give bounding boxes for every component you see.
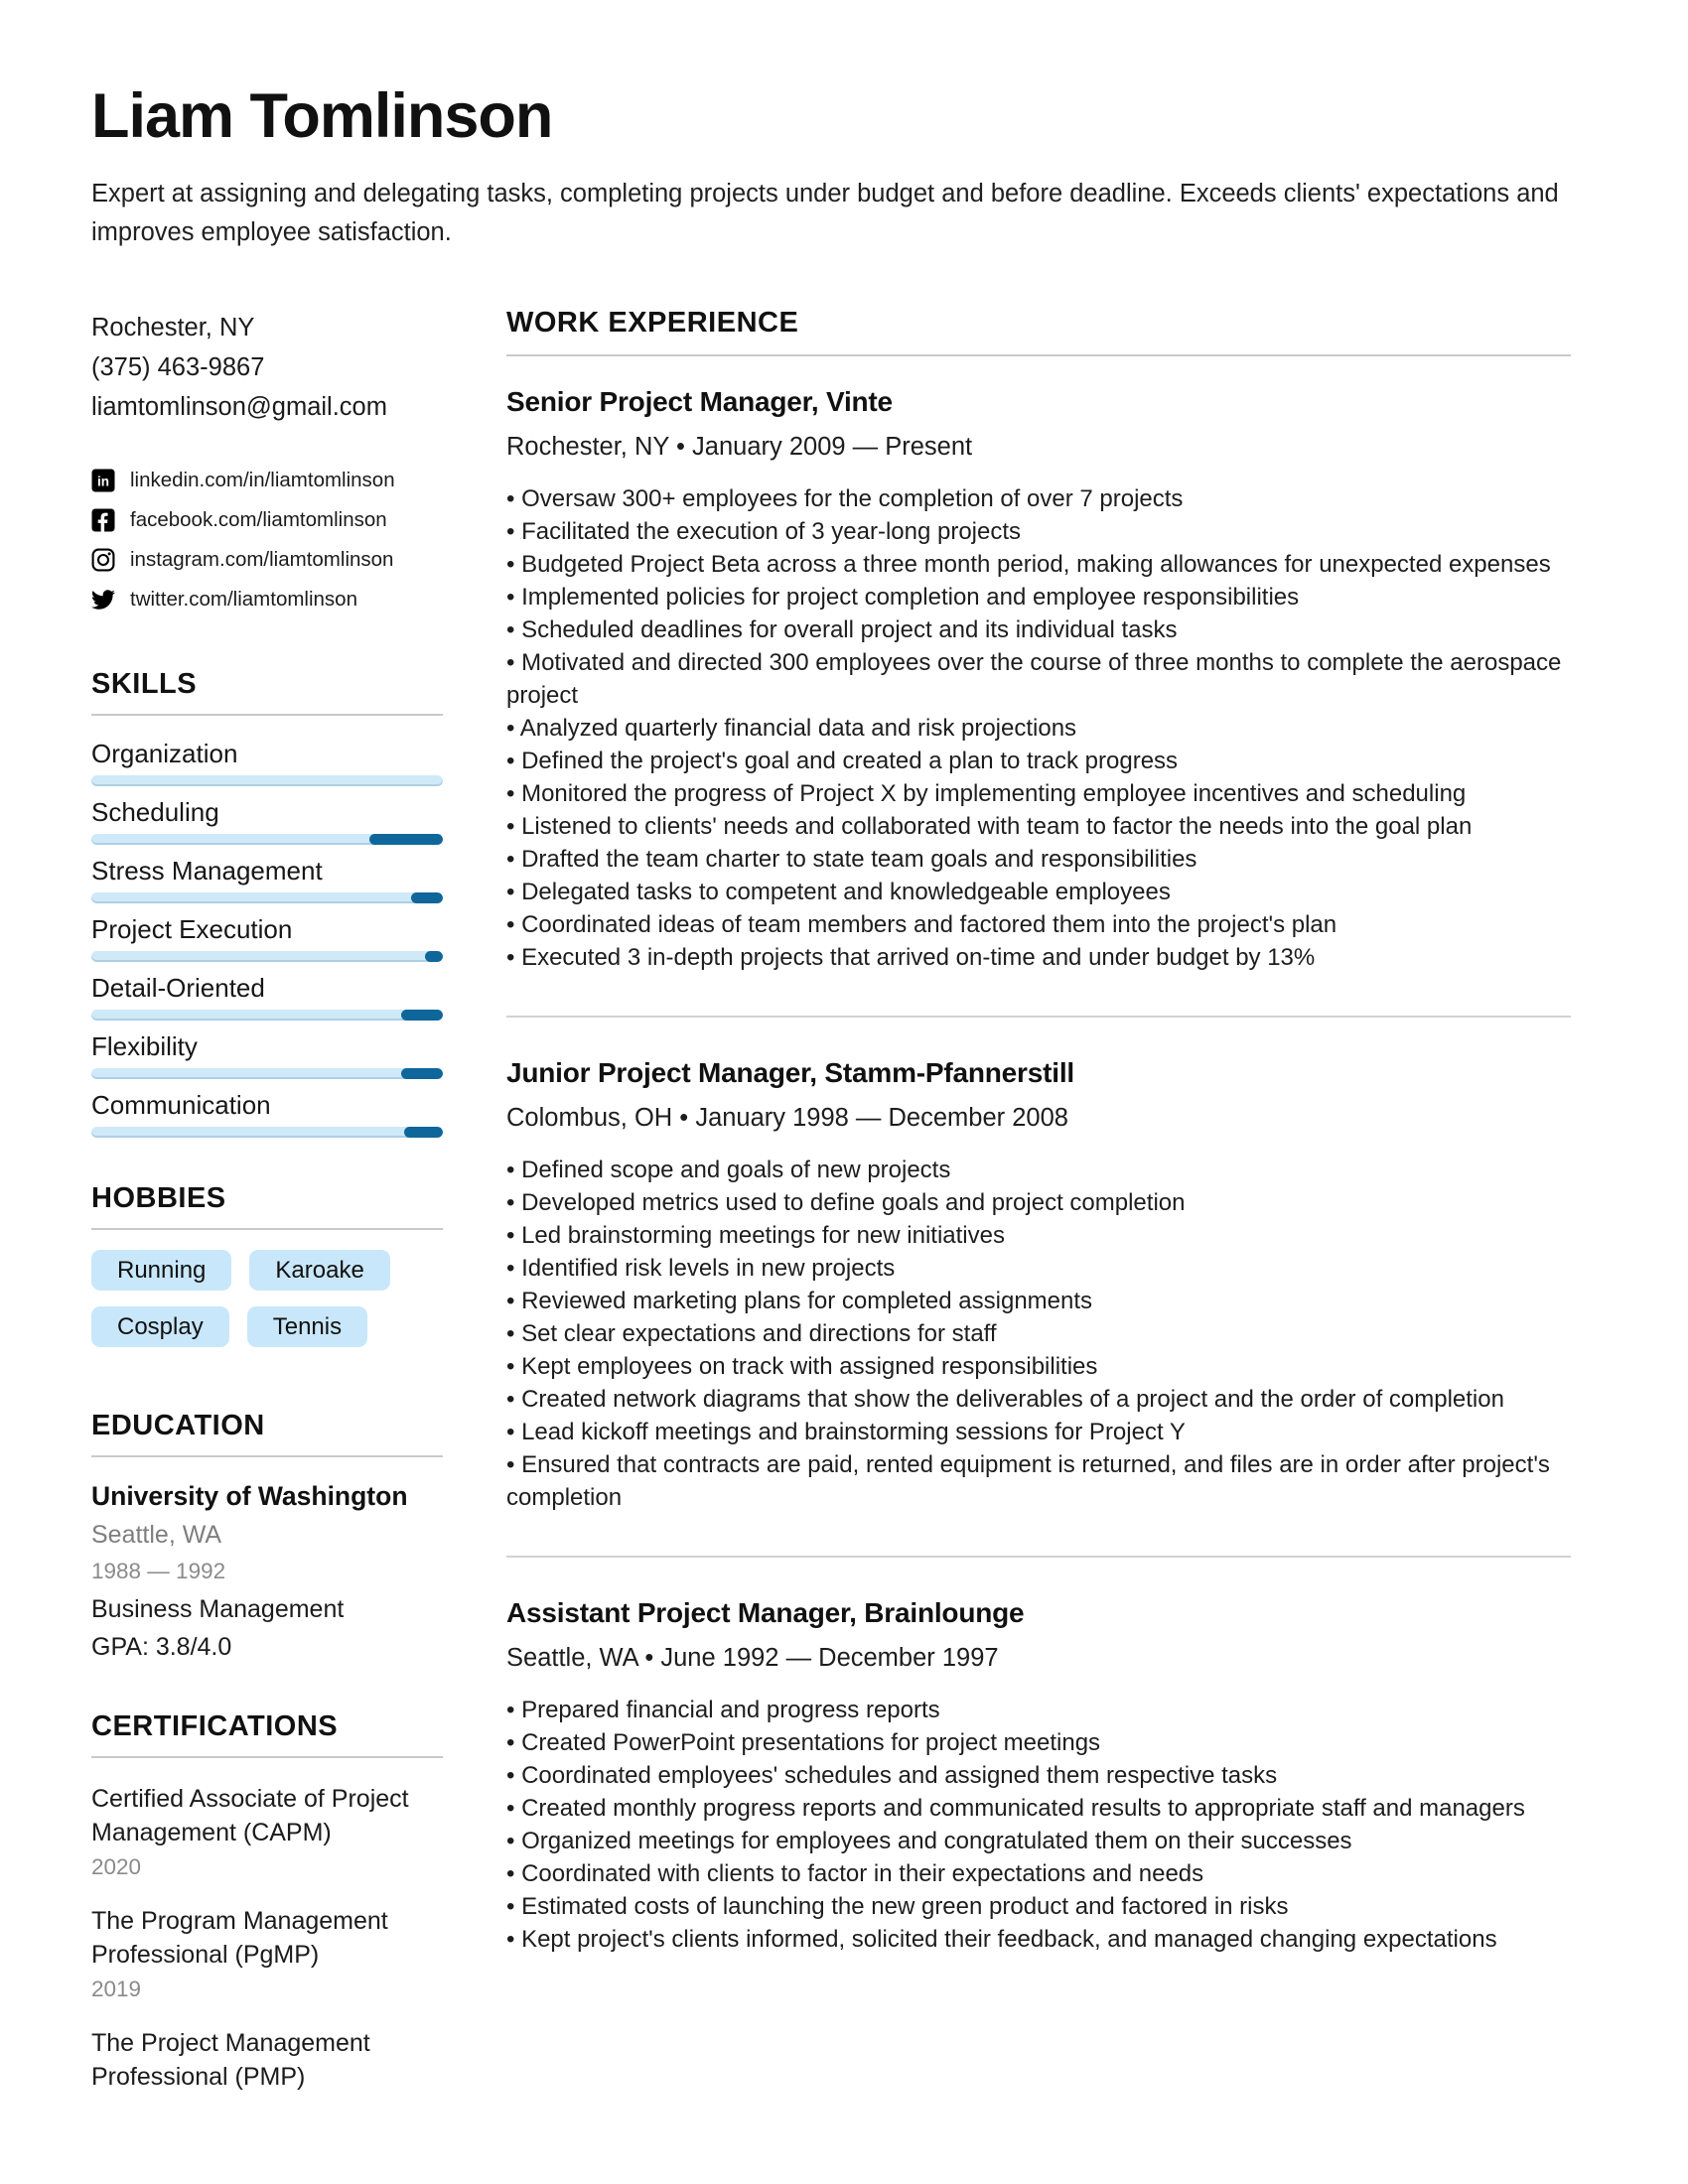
- contact-location: Rochester, NY: [91, 314, 255, 342]
- skill-row: [91, 857, 443, 903]
- bullet-list: [506, 1154, 1571, 1514]
- section-rule: [91, 714, 443, 716]
- skill-progress-fill: [404, 1127, 443, 1138]
- skills-list: [91, 740, 443, 1138]
- work-experience-heading: WORK EXPERIENCE: [506, 307, 799, 340]
- education-heading: EDUCATION: [91, 1409, 265, 1441]
- columns: [91, 308, 1571, 2094]
- bullet-item: • Identified risk levels in new projects: [506, 1252, 1571, 1285]
- bullet-item: • Ensured that contracts are paid, rented equipment is returned, and files are in order after project's completion: [506, 1448, 1571, 1514]
- facebook-icon: [91, 508, 115, 532]
- bullet-item: • Defined the project's goal and created a plan to track progress: [506, 745, 1571, 777]
- resume-name: Liam Tomlinson: [91, 81, 553, 151]
- certification-item: [91, 2026, 443, 2094]
- instagram-icon: [91, 548, 115, 572]
- skill-progress-fill: [401, 1010, 443, 1021]
- social-link-facebook[interactable]: [91, 500, 443, 540]
- skill-row: [91, 1032, 443, 1079]
- hobby-chip: Tennis: [247, 1306, 367, 1347]
- bullet-item: • Coordinated ideas of team members and factored them into the project's plan: [506, 908, 1571, 941]
- contact-phone: (375) 463-9867: [91, 353, 265, 382]
- skill-progress-bar: [91, 834, 443, 845]
- section-rule: [91, 1228, 443, 1230]
- social-link-instagram[interactable]: [91, 540, 443, 580]
- job-title: Senior Project Manager, Vinte: [506, 386, 893, 418]
- section-rule: [91, 1455, 443, 1457]
- bullet-item: • Prepared financial and progress reports: [506, 1694, 1571, 1726]
- skill-progress-fill: [411, 892, 443, 903]
- bullet-list: [506, 1694, 1571, 1956]
- skill-label: Detail-Oriented: [91, 973, 265, 1004]
- hobby-chip: Cosplay: [91, 1306, 229, 1347]
- skill-row: [91, 1091, 443, 1138]
- bullet-item: • Led brainstorming meetings for new initiatives: [506, 1219, 1571, 1252]
- bullet-item: • Executed 3 in-depth projects that arrived on-time and under budget by 13%: [506, 941, 1571, 974]
- job-section: [506, 386, 1571, 974]
- bullet-item: • Defined scope and goals of new projects: [506, 1154, 1571, 1186]
- bullet-item: • Coordinated employees' schedules and assigned them respective tasks: [506, 1759, 1571, 1792]
- bullet-item: • Organized meetings for employees and congratulated them on their successes: [506, 1825, 1571, 1857]
- social-link-twitter[interactable]: [91, 580, 443, 619]
- bullet-item: • Drafted the team charter to state team goals and responsibilities: [506, 843, 1571, 876]
- skills-heading: SKILLS: [91, 668, 198, 701]
- summary-text: Expert at assigning and delegating tasks, completing projects under budget and before deadline. Exceeds clients' expectations and improves employee satisfaction.: [91, 180, 1559, 247]
- bullet-item: • Listened to clients' needs and collaborated with team to factor the needs into the goal plan: [506, 810, 1571, 843]
- certification-item: [91, 1782, 443, 1880]
- bullet-item: • Reviewed marketing plans for completed assignments: [506, 1285, 1571, 1317]
- hobby-chip: Running: [91, 1250, 231, 1291]
- social-link-linkedin[interactable]: [91, 461, 443, 500]
- bullet-item: • Monitored the progress of Project X by implementing employee incentives and scheduling: [506, 777, 1571, 810]
- social-link-text: facebook.com/liamtomlinson: [130, 508, 387, 532]
- skill-progress-bar: [91, 1068, 443, 1079]
- education-dates: 1988 — 1992: [91, 1558, 226, 1583]
- skill-progress-bar: [91, 1127, 443, 1138]
- hobbies-heading: HOBBIES: [91, 1182, 226, 1215]
- skill-row: [91, 798, 443, 845]
- education-section: [91, 1411, 443, 1662]
- gpa: GPA: 3.8/4.0: [91, 1632, 232, 1661]
- bullet-item: • Coordinated with clients to factor in their expectations and needs: [506, 1857, 1571, 1890]
- svg-text:in: in: [97, 474, 109, 489]
- certifications-list: [91, 1782, 443, 2094]
- social-link-text: instagram.com/liamtomlinson: [130, 548, 394, 572]
- bullet-item: • Kept project's clients informed, solicited their feedback, and managed changing expectations: [506, 1923, 1571, 1956]
- degree: Business Management: [91, 1594, 345, 1623]
- skills-section: [91, 669, 443, 1138]
- jobs-list: [506, 386, 1571, 1956]
- bullet-item: • Facilitated the execution of 3 year-long projects: [506, 515, 1571, 548]
- skill-progress-bar: [91, 892, 443, 903]
- job-title: Junior Project Manager, Stamm-Pfannerstill: [506, 1057, 1074, 1089]
- section-divider: [506, 1016, 1571, 1018]
- job-title: Assistant Project Manager, Brainlounge: [506, 1597, 1025, 1629]
- social-link-text: linkedin.com/in/liamtomlinson: [130, 469, 395, 492]
- bullet-item: • Set clear expectations and directions for staff: [506, 1317, 1571, 1350]
- job-section: [506, 1057, 1571, 1514]
- skill-label: Communication: [91, 1090, 271, 1121]
- skill-row: [91, 915, 443, 962]
- skill-progress-fill: [401, 1068, 443, 1079]
- skill-progress-bar: [91, 775, 443, 786]
- job-meta: Rochester, NY • January 2009 — Present: [506, 433, 973, 462]
- bullet-item: • Developed metrics used to define goals and project completion: [506, 1186, 1571, 1219]
- skill-row: [91, 740, 443, 786]
- social-links-list: [91, 461, 443, 619]
- bullet-item: • Created PowerPoint presentations for project meetings: [506, 1726, 1571, 1759]
- social-link-text: twitter.com/liamtomlinson: [130, 588, 357, 612]
- certification-title: The Program Management Professional (PgMP): [91, 1906, 388, 1969]
- contact-email: liamtomlinson@gmail.com: [91, 393, 387, 422]
- certification-title: Certified Associate of Project Management (CAPM): [91, 1784, 409, 1846]
- bullet-item: • Oversaw 300+ employees for the completion of over 7 projects: [506, 482, 1571, 515]
- bullet-item: • Implemented policies for project completion and employee responsibilities: [506, 581, 1571, 614]
- section-rule: [91, 1756, 443, 1758]
- bullet-item: • Budgeted Project Beta across a three month period, making allowances for unexpected expenses: [506, 548, 1571, 581]
- school-name: University of Washington: [91, 1480, 408, 1511]
- bullet-item: • Motivated and directed 300 employees over the course of three months to complete the aerospace project: [506, 646, 1571, 712]
- skill-label: Scheduling: [91, 797, 219, 828]
- bullet-item: • Kept employees on track with assigned responsibilities: [506, 1350, 1571, 1383]
- hobby-chip: Karoake: [249, 1250, 389, 1291]
- certification-title: The Project Management Professional (PMP): [91, 2028, 370, 2091]
- bullet-item: • Lead kickoff meetings and brainstorming sessions for Project Y: [506, 1416, 1571, 1448]
- skill-progress-bar: [91, 951, 443, 962]
- right-column: [506, 308, 1571, 1956]
- bullet-item: • Created monthly progress reports and communicated results to appropriate staff and managers: [506, 1792, 1571, 1825]
- bullet-item: • Created network diagrams that show the deliverables of a project and the order of completion: [506, 1383, 1571, 1416]
- hobby-chips: [91, 1250, 409, 1347]
- section-divider: [506, 1556, 1571, 1558]
- skill-label: Project Execution: [91, 914, 293, 945]
- certifications-section: [91, 1711, 443, 2094]
- linkedin-icon: [91, 469, 115, 492]
- hobbies-section: [91, 1183, 443, 1347]
- bullet-item: • Scheduled deadlines for overall project and its individual tasks: [506, 614, 1571, 646]
- left-column: [91, 308, 443, 2094]
- job-section: [506, 1597, 1571, 1956]
- certification-year: 2020: [91, 1853, 142, 1879]
- twitter-icon: [91, 588, 115, 612]
- job-meta: Seattle, WA • June 1992 — December 1997: [506, 1644, 999, 1673]
- bullet-item: • Delegated tasks to competent and knowledgeable employees: [506, 876, 1571, 908]
- school-location: Seattle, WA: [91, 1520, 222, 1549]
- skill-label: Organization: [91, 739, 238, 769]
- bullet-item: • Analyzed quarterly financial data and risk projections: [506, 712, 1571, 745]
- certification-item: [91, 1904, 443, 2002]
- job-meta: Colombus, OH • January 1998 — December 2008: [506, 1104, 1068, 1133]
- bullet-list: [506, 482, 1571, 974]
- certification-year: 2019: [91, 1976, 142, 2001]
- certifications-heading: CERTIFICATIONS: [91, 1709, 339, 1742]
- skill-progress-fill: [369, 834, 443, 845]
- skill-progress-fill: [425, 951, 443, 962]
- skill-label: Stress Management: [91, 856, 323, 887]
- section-rule: [506, 354, 1571, 356]
- skill-label: Flexibility: [91, 1031, 198, 1062]
- contact-block: [91, 308, 443, 427]
- bullet-item: • Estimated costs of launching the new green product and factored in risks: [506, 1890, 1571, 1923]
- skill-row: [91, 974, 443, 1021]
- skill-progress-bar: [91, 1010, 443, 1021]
